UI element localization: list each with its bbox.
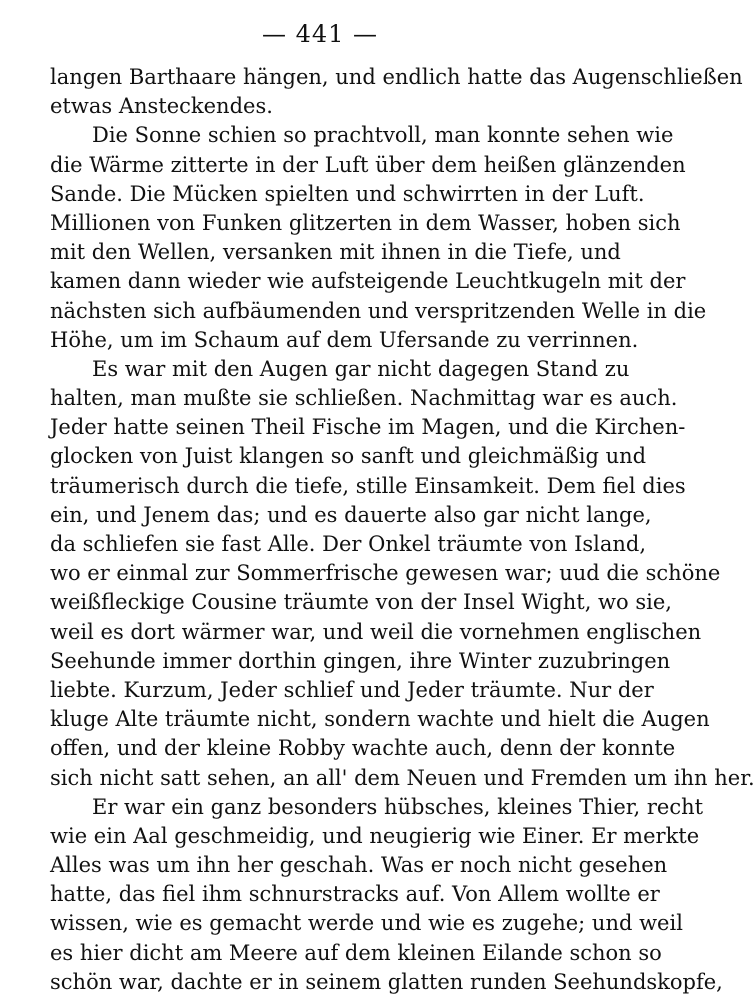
text-line: wie ein Aal geschmeidig, und neugierig wie Einer. Er merkte xyxy=(50,823,700,848)
text-line: Die Sonne schien so prachtvoll, man konnte sehen wie xyxy=(92,123,674,148)
text-line: ein, und Jenem das; und es dauerte also gar nicht lange, xyxy=(50,502,652,527)
text-line: da schliefen sie fast Alle. Der Onkel träumte von Island, xyxy=(50,532,647,556)
text-line: träumerisch durch die tiefe, stille Einsamkeit. Dem fiel dies xyxy=(50,473,686,498)
text-line: Er war ein ganz besonders hübsches, kleines Thier, recht xyxy=(92,794,704,819)
text-line: es hier dicht am Meere auf dem kleinen Eilande schon so xyxy=(50,940,662,965)
text-line: offen, und der kleine Robby wachte auch, denn der konnte xyxy=(50,736,676,761)
text-line: Sande. Die Mücken spielten und schwirrten in der Luft. xyxy=(50,181,645,206)
text-line: etwas Ansteckendes. xyxy=(50,94,273,119)
text-line: weißfleckige Cousine träumte von der Insel Wight, wo sie, xyxy=(50,590,672,615)
text-line: kamen dann wieder wie aufsteigende Leuchtkugeln mit der xyxy=(50,269,686,294)
text-line: weil es dort wärmer war, und weil die vornehmen englischen xyxy=(50,619,702,644)
text-line: die Wärme zitterte in der Luft über dem heißen glänzenden xyxy=(50,152,686,177)
text-line: Alles was um ihn her geschah. Was er noch nicht gesehen xyxy=(50,853,668,878)
text-line: mit den Wellen, versanken mit ihnen in die Tiefe, und xyxy=(50,240,621,265)
text-line: liebte. Kurzum, Jeder schlief und Jeder träumte. Nur der xyxy=(50,677,654,702)
text-line: Seehunde immer dorthin gingen, ihre Winter zuzubringen xyxy=(50,648,671,673)
text-line: Es war mit den Augen gar nicht dagegen Stand zu xyxy=(92,356,630,381)
text-line: schön war, dachte er in seinem glatten runden Seehundskopfe, xyxy=(50,969,723,994)
text-line: wo er einmal zur Sommerfrische gewesen war; uud die schöne xyxy=(50,561,721,586)
text-line: halten, man mußte sie schließen. Nachmittag war es auch. xyxy=(50,386,678,411)
text-line: Millionen von Funken glitzerten in dem Wasser, hoben sich xyxy=(50,210,681,235)
text-line: langen Barthaare hängen, und endlich hatte das Augenschließen xyxy=(50,65,743,89)
text-line: Jeder hatte seinen Theil Fische im Magen, und die Kirchen- xyxy=(50,415,686,440)
text-line: wissen, wie es gemacht werde und wie es zugehe; und weil xyxy=(50,911,683,936)
body-text xyxy=(50,63,755,997)
page-number: — 441 — xyxy=(261,20,379,48)
text-line: kluge Alte träumte nicht, sondern wachte und hielt die Augen xyxy=(50,707,710,732)
text-line: glocken von Juist klangen so sanft und gleichmäßig und xyxy=(50,444,647,469)
text-line: nächsten sich aufbäumenden und verspritzenden Welle in die xyxy=(50,298,707,323)
text-line: sich nicht satt sehen, an all' dem Neuen und Fremden um ihn her. xyxy=(50,765,755,790)
text-line: hatte, das fiel ihm schnurstracks auf. Von Allem wollte er xyxy=(50,882,660,907)
text-line: Höhe, um im Schaum auf dem Ufersande zu verrinnen. xyxy=(50,327,639,352)
